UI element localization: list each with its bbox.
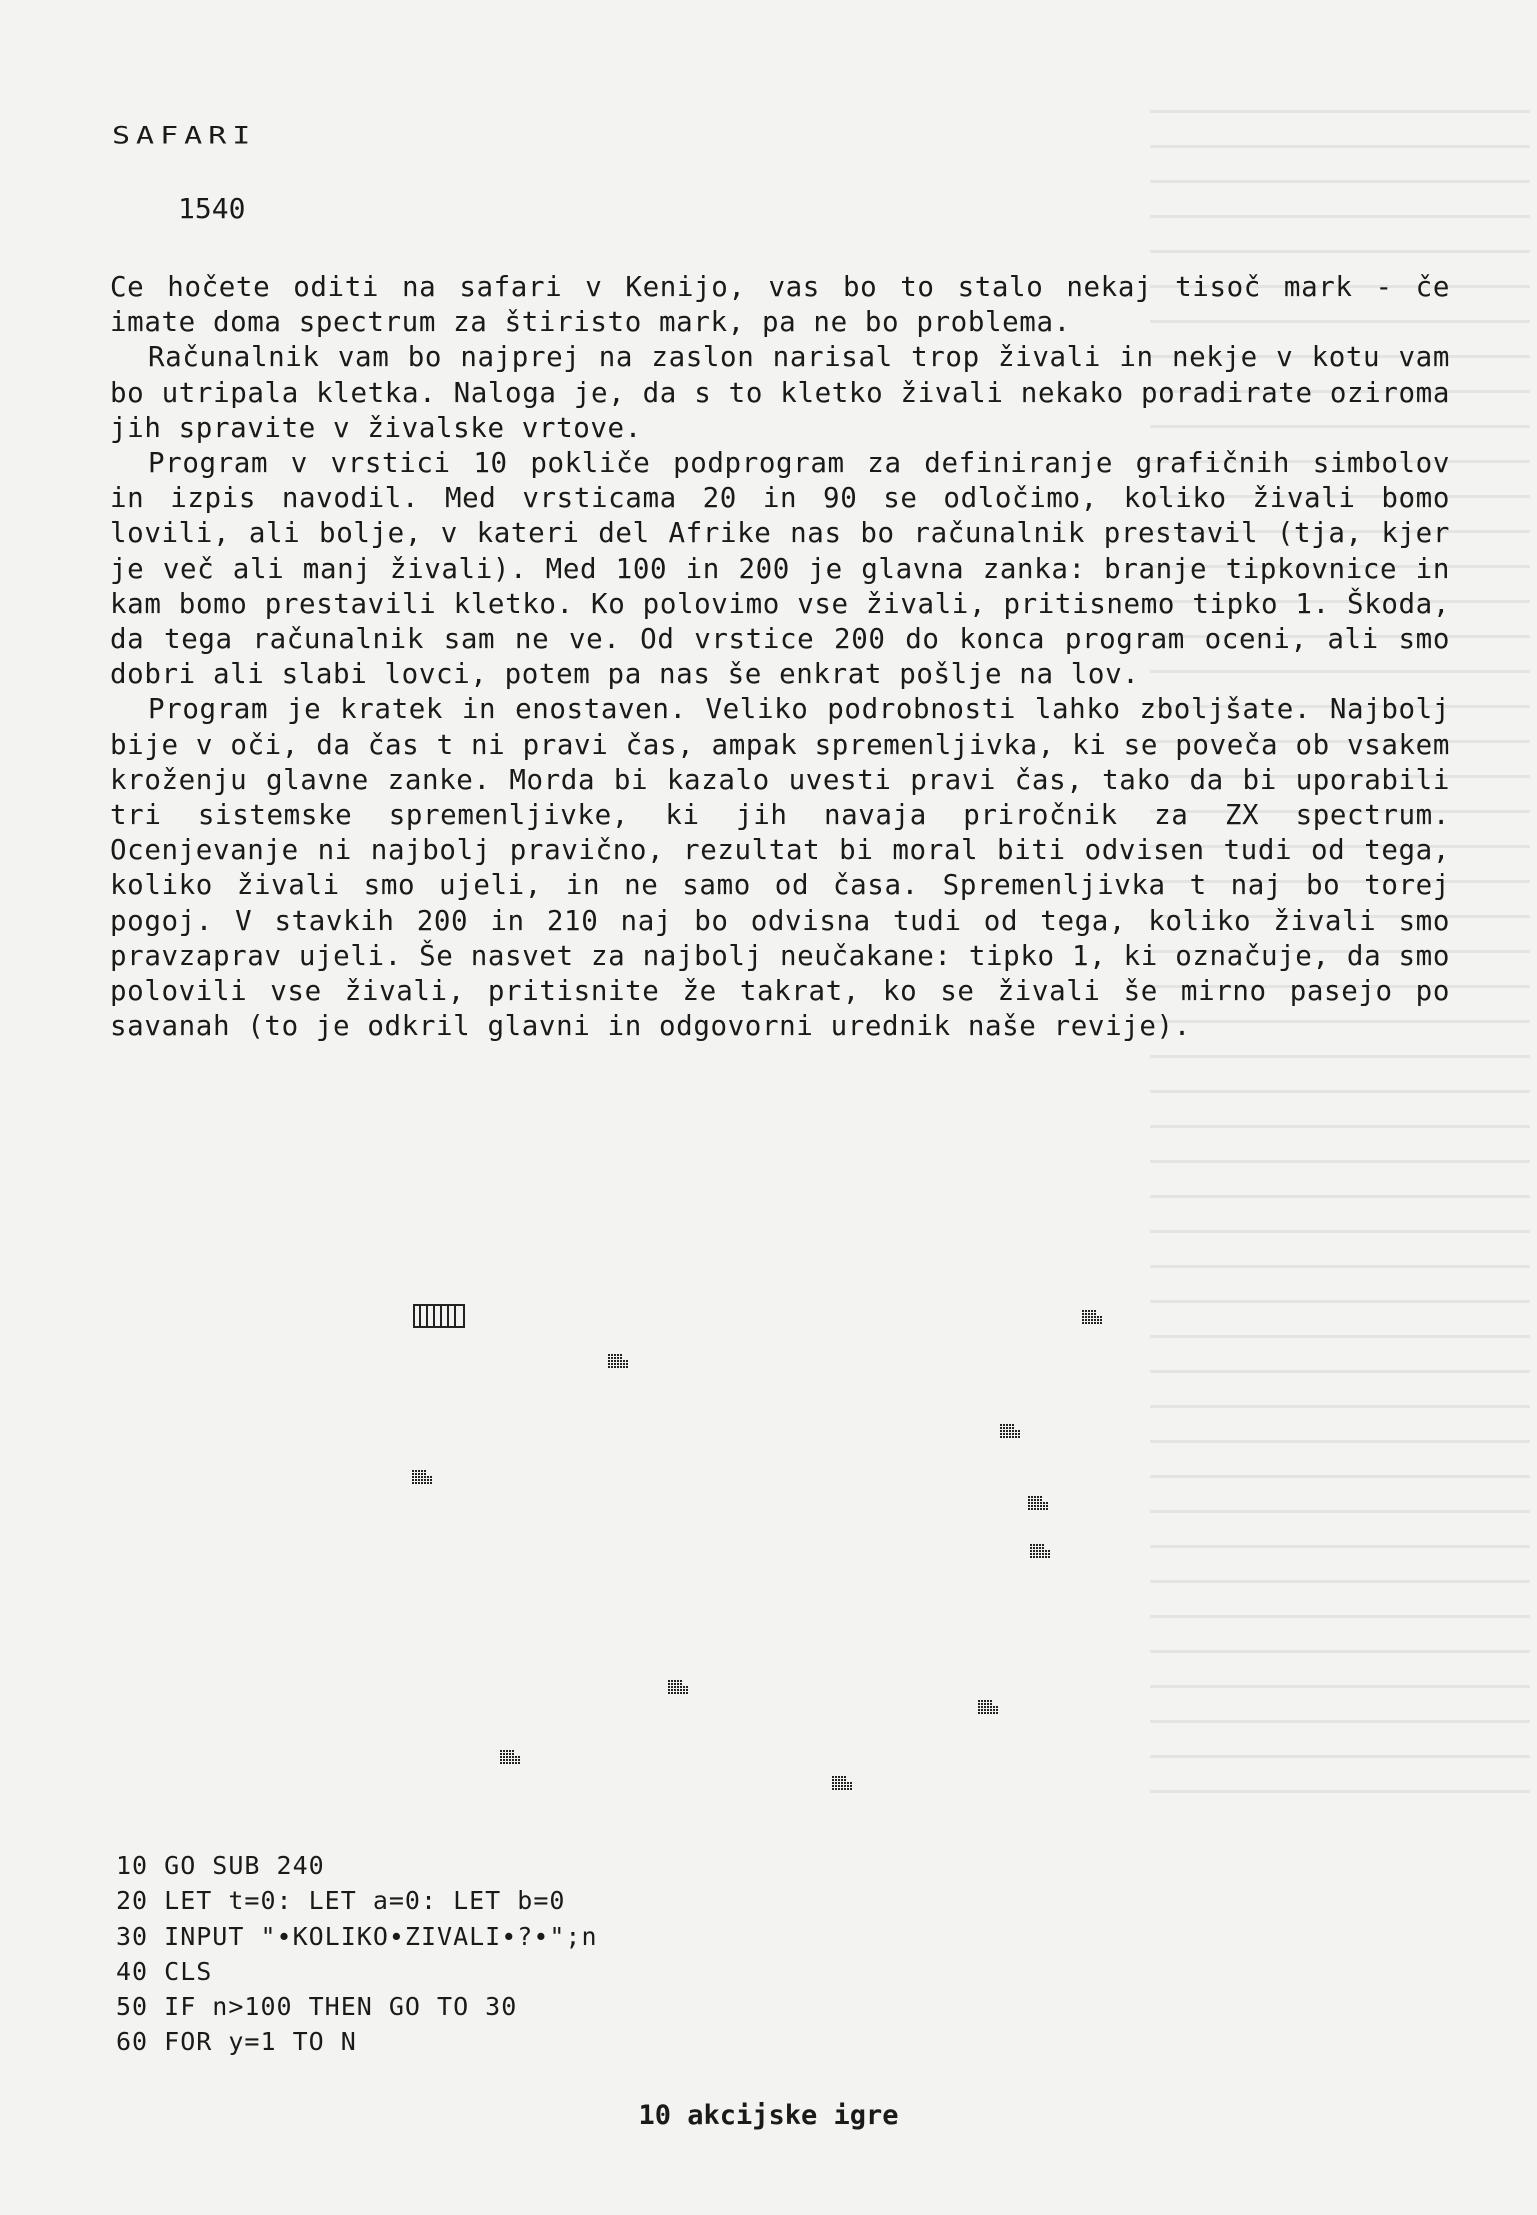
animal-icon xyxy=(978,1700,998,1714)
basic-listing xyxy=(116,1848,598,2060)
listing-line: 60 FOR y=1 TO N xyxy=(116,2027,357,2057)
paragraph-4: Program je kratek in enostaven. Veliko podrobnosti lahko zboljšate. Najbolj bije v oči, da čas t ni pravi čas, ampak spremenljivka, ki se poveča ob vsakem kroženju glavne zanke. Morda bi kazalo uvesti pravi čas, tako da bi uporabili tri sistemske spremenljivke, ki jih navaja priročnik za ZX spectrum. Ocenjevanje ni najbolj pravično, rezultat bi moral biti odvisen tudi od tega, koliko živali smo ujeli, in ne samo od časa. Spremenljivka t naj bo torej pogoj. V stavkih 200 in 210 naj bo odvisna tudi od tega, koliko živali smo pravzaprav ujeli. Še nasvet za najbolj neučakane: tipko 1, ki označuje, da smo polovili vse živali, pritisnite že takrat, ko se živali še mirno pasejo po savanah (to je odkril glavni in odgovorni urednik naše revije). xyxy=(110,693,1450,1043)
article-title: SAFARI xyxy=(112,122,257,150)
page-footer: 10 akcijske igre xyxy=(638,2100,899,2131)
listing-line: 50 IF n>100 THEN GO TO 30 xyxy=(116,1992,518,2022)
listing-line: 10 GO SUB 240 xyxy=(116,1851,325,1880)
paragraph-2: Računalnik vam bo najprej na zaslon narisal trop živali in nekje v kotu vam bo utripala kletka. Naloga je, da s to kletko živali nekako poradirate oziroma jih spravite v živalske vrtove. xyxy=(110,341,1450,444)
animal-icon xyxy=(832,1776,852,1790)
animal-icon xyxy=(1082,1310,1102,1324)
animal-icon xyxy=(412,1470,432,1484)
animal-icon xyxy=(500,1750,520,1764)
animal-icon xyxy=(1000,1424,1020,1438)
listing-line: 20 LET t=0: LET a=0: LET b=0 xyxy=(116,1886,566,1916)
animal-icon xyxy=(1028,1496,1048,1510)
animal-icon xyxy=(1030,1544,1050,1558)
listing-line: 40 CLS xyxy=(116,1956,213,1986)
paragraph-1: Ce hočete oditi na safari v Kenijo, vas bo to stalo nekaj tisoč mark - če imate doma spectrum za štiristo mark, pa ne bo problema. xyxy=(110,271,1450,339)
animal-icon xyxy=(668,1680,688,1694)
listing-line: 30 INPUT "∙KOLIKO∙ZIVALI∙?∙";n xyxy=(116,1921,598,1951)
paragraph-3: Program v vrstici 10 pokliče podprogram za definiranje grafičnih simbolov in izpis navodil. Med vrsticama 20 in 90 se odločimo, koliko živali bomo lovili, ali bolje, v kateri del Afrike nas bo računalnik prestavil (tja, kjer je več ali manj živali). Med 100 in 200 je glavna zanka: branje tipkovnice in kam bomo prestavili kletko. Ko polovimo vse živali, pritisnemo tipko 1. Škoda, da tega računalnik sam ne ve. Od vrstice 200 do konca program oceni, ali smo dobri ali slabi lovci, potem pa nas še enkrat pošlje na lov. xyxy=(110,447,1450,691)
animal-icon xyxy=(608,1354,628,1368)
cage-icon xyxy=(414,1305,464,1327)
program-number: 1540 xyxy=(178,192,246,225)
